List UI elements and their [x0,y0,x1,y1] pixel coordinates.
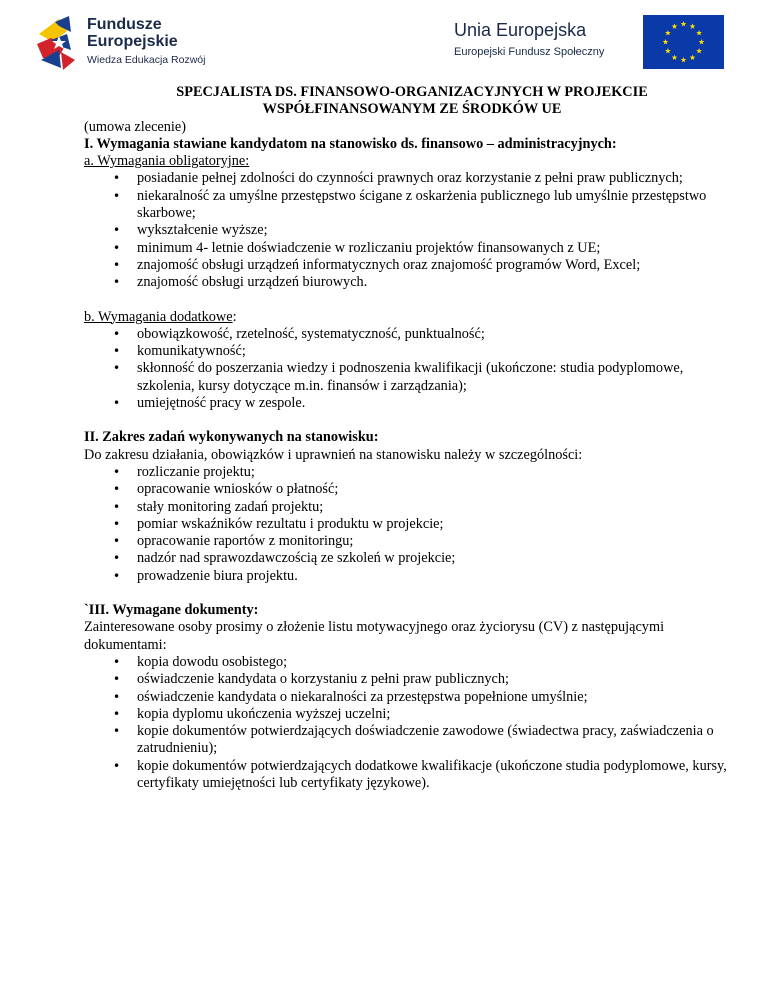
ue-subtitle: Europejski Fundusz Społeczny [454,46,605,58]
list-item: • kopie dokumentów potwierdzających dodatkowe kwalifikacje (ukończone studia podyplomowe, kursy, certyfikaty umiejętności lub certyfikaty językowe). [84,758,744,793]
section-1a-heading [84,153,744,170]
list-item: • kopia dyplomu ukończenia wyższej uczelni; [84,706,744,723]
duties-list [84,464,744,585]
list-item: • rozliczanie projektu; [84,464,744,481]
list-item: • znajomość obsługi urządzeń biurowych. [84,274,744,291]
list-item: • nadzór nad sprawozdawczością ze szkoleń w projekcie; [84,550,744,567]
list-item: • oświadczenie kandydata o niekaralności za przestępstwa popełnione umyślnie; [84,689,744,706]
section-2-heading: II. Zakres zadań wykonywanych na stanowisku: [84,429,379,446]
obligatory-requirements-list [84,170,744,291]
title-line-2: WSPÓŁFINANSOWANYM ZE ŚRODKÓW UE [262,101,562,118]
list-item: • obowiązkowość, rzetelność, systematyczność, punktualność; [84,326,744,343]
list-item: • oświadczenie kandydata o korzystaniu z pełni praw publicznych; [84,671,744,688]
section-1b-heading-text: b. Wymagania dodatkowe [84,308,233,325]
page-title [80,84,744,119]
fe-logo-subtitle: Wiedza Edukacja Rozwój [87,54,206,66]
list-item: • wykształcenie wyższe; [84,222,744,239]
list-item: • opracowanie raportów z monitoringu; [84,533,744,550]
list-item: • kopia dowodu osobistego; [84,654,744,671]
list-item: • posiadanie pełnej zdolności do czynności prawnych oraz korzystanie z pełni praw publicznych; [84,170,744,187]
fe-logo-line1: Fundusze [87,16,162,33]
contract-type: (umowa zlecenie) [84,118,187,135]
additional-requirements-list [84,326,744,412]
fe-logo-line2: Europejskie [87,33,178,50]
section-3-intro: Zainteresowane osoby prosimy o złożenie listu motywacyjnego oraz życiorysu (CV) z następującymi dokumentami: [84,619,665,653]
list-item: • komunikatywność; [84,343,744,360]
list-item: • opracowanie wniosków o płatność; [84,481,744,498]
section-1a-heading-text: a. Wymagania obligatoryjne: [84,153,250,170]
ue-title: Unia Europejska [454,20,587,40]
page-header [0,0,768,80]
required-documents-list [84,654,744,792]
list-item: • prowadzenie biura projektu. [84,568,744,585]
list-item: • minimum 4- letnie doświadczenie w rozliczaniu projektów finansowanych z UE; [84,240,744,257]
eu-flag-icon [643,15,724,69]
fundusze-europejskie-logo [37,16,237,72]
list-item: • umiejętność pracy w zespole. [84,395,744,412]
list-item: • stały monitoring zadań projektu; [84,499,744,516]
list-item: • kopie dokumentów potwierdzających doświadczenie zawodowe (świadectwa pracy, zaświadczenia o zatrudnieniu); [84,723,744,758]
section-3-heading: `III. Wymagane dokumenty: [84,602,259,619]
section-1b-heading [84,309,744,326]
section-2-intro: Do zakresu działania, obowiązków i uprawnień na stanowisku należy w szczególności: [84,446,583,463]
list-item: • niekaralność za umyślne przestępstwo ścigane z oskarżenia publicznego lub umyślnie przestępstwo skarbowe; [84,188,744,223]
document-body [84,84,744,792]
section-1b-colon: : [232,308,237,325]
list-item: • znajomość obsługi urządzeń informatycznych oraz znajomość programów Word, Excel; [84,257,744,274]
title-line-1: SPECJALISTA DS. FINANSOWO-ORGANIZACYJNYCH W PROJEKCIE [176,84,648,100]
list-item: • skłonność do poszerzania wiedzy i podnoszenia kwalifikacji (ukończone: studia podyplomowe, szkolenia, kursy dotyczące m.in. finansów i zarządzania); [84,360,744,395]
list-item: • pomiar wskaźników rezultatu i produktu w projekcie; [84,516,744,533]
section-1-heading: I. Wymagania stawiane kandydatom na stanowisko ds. finansowo – administracyjnych: [84,135,617,152]
unia-europejska-logo-text [454,20,604,59]
fe-logo-icon [37,16,83,72]
